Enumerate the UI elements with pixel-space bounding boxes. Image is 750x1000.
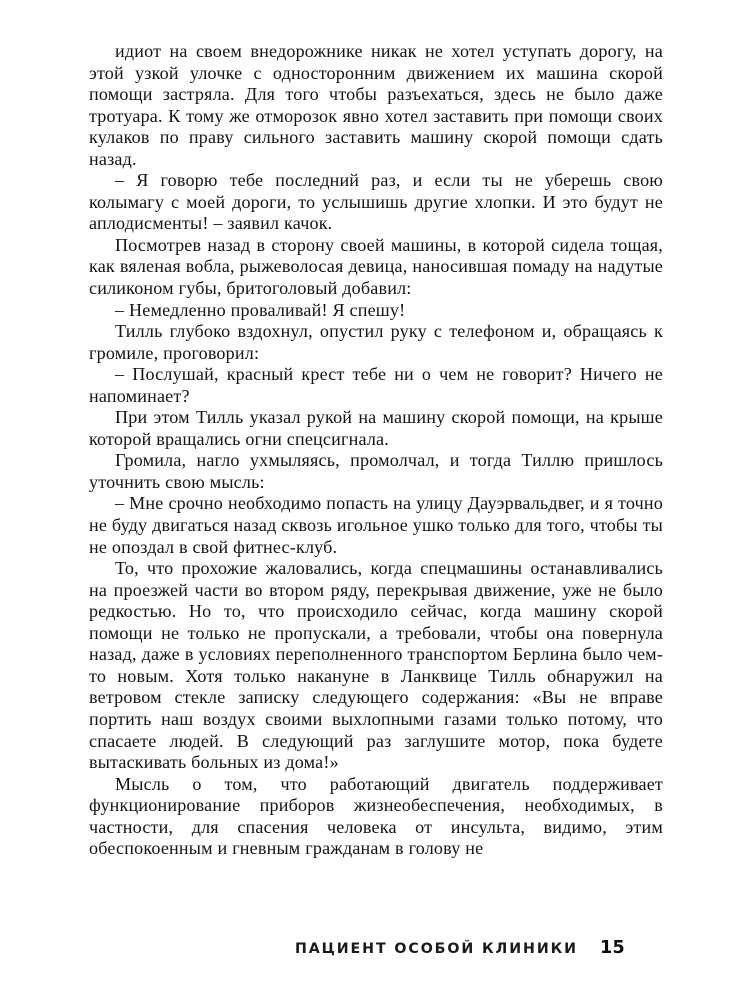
running-head: ПАЦИЕНТ ОСОБОЙ КЛИНИКИ bbox=[294, 941, 578, 957]
paragraph: – Немедленно проваливай! Я спешу! bbox=[115, 299, 406, 320]
paragraph: – Послушай, красный крест тебе ни о чем не говорит? Ничего не напоминает? bbox=[89, 364, 663, 406]
page-number: 15 bbox=[599, 938, 625, 958]
paragraph: Громила, нагло ухмыляясь, промолчал, и тогда Тиллю пришлось уточнить свою мысль: bbox=[89, 450, 663, 492]
paragraph: – Я говорю тебе последний раз, и если ты не уберешь свою колымагу с моей дороги, то услышишь другие хлопки. И это будут не аплодисменты! – заявил качок. bbox=[89, 170, 663, 234]
paragraph: – Мне срочно необходимо попасть на улицу Дауэрвальдвег, и я точно не буду двигаться назад сквозь игольное ушко только для того, чтобы ты не опоздал в свой фитнес-клуб. bbox=[89, 493, 663, 557]
page-body-text bbox=[89, 41, 663, 860]
page-footer bbox=[89, 938, 625, 958]
paragraph: При этом Тилль указал рукой на машину скорой помощи, на крыше которой вращались огни спецсигнала. bbox=[89, 407, 663, 449]
paragraph: Посмотрев назад в сторону своей машины, в которой сидела тощая, как вяленая вобла, рыжеволосая девица, наносившая помаду на надутые силиконом губы, бритоголовый добавил: bbox=[89, 234, 663, 299]
paragraph: идиот на своем внедорожнике никак не хотел уступать дорогу, на этой узкой улочке с односторонним движением их машина скорой помощи застряла. Для того чтобы разъехаться, здесь не было даже тротуара. К тому же отморозок явно хотел заставить при помощи своих кулаков по праву сильного заставить машину скорой помощи сдать назад. bbox=[89, 41, 663, 169]
paragraph: Мысль о том, что работающий двигатель поддерживает функционирование приборов жизнеобеспечения, необходимых, в частности, для спасения человека от инсульта, видимо, этим обеспокоенным и гневным гражданам в голову не bbox=[89, 773, 663, 859]
paragraph: То, что прохожие жаловались, когда спецмашины останавливались на проезжей части во втором ряду, перекрывая движение, уже не было редкостью. Но то, что происходило сейчас, когда машину скорой помощи не только не пропускали, а требовали, чтобы она повернула назад, даже в условиях переполненного транспортом Берлина было чем-то новым. Хотя только накануне в Ланквице Тилль обнаружил на ветровом стекле записку следующего содержания: «Вы не вправе портить наш воздух своими выхлопными газами только потому, что спасаете людей. В следующий раз заглушите мотор, пока будете вытаскивать больных из дома!» bbox=[89, 558, 663, 773]
paragraph: Тилль глубоко вздохнул, опустил руку с телефоном и, обращаясь к громиле, проговорил: bbox=[89, 321, 663, 363]
